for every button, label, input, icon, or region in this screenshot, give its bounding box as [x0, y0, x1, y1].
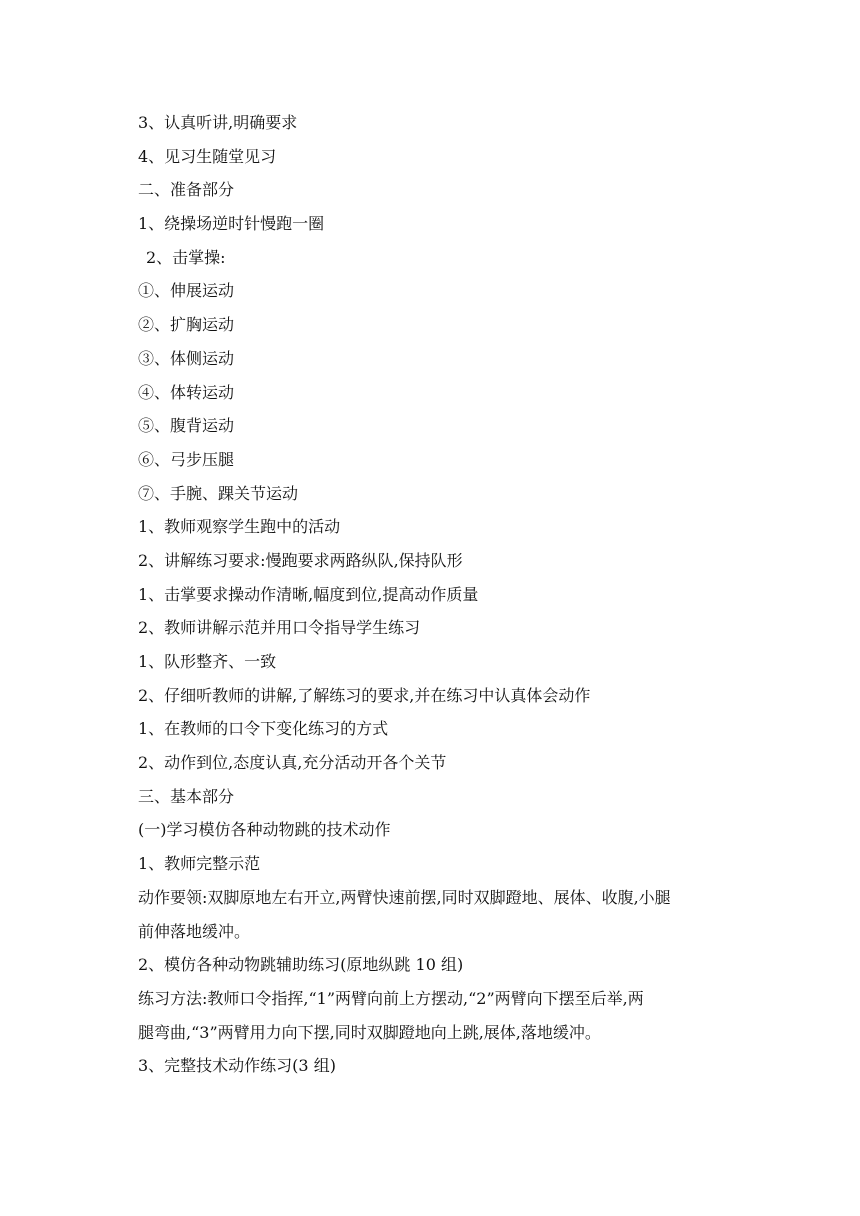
- subsection-heading: (一)学习模仿各种动物跳的技术动作: [138, 820, 391, 840]
- section-heading: 二、准备部分: [138, 180, 235, 200]
- text-line: 腿弯曲,“3”两臂用力向下摆,同时双脚蹬地向上跳,展体,落地缓冲。: [138, 1022, 601, 1042]
- text-line: 1、击掌要求操动作清晰,幅度到位,提高动作质量: [138, 584, 479, 604]
- text-line: 1、绕操场逆时针慢跑一圈: [138, 214, 325, 234]
- text-line: 2、仔细听教师的讲解,了解练习的要求,并在练习中认真体会动作: [138, 685, 591, 705]
- list-item: ⑥、弓步压腿: [138, 449, 235, 469]
- list-item: ④、体转运动: [138, 382, 235, 402]
- text-line: 2、讲解练习要求:慢跑要求两路纵队,保持队形: [138, 550, 463, 570]
- list-item: ①、伸展运动: [138, 281, 235, 301]
- document-body: [138, 106, 738, 1083]
- text-line: 4、见习生随堂见习: [138, 146, 277, 166]
- text-line: 1、队形整齐、一致: [138, 652, 277, 671]
- list-item: ②、扩胸运动: [138, 315, 235, 335]
- text-line: 1、教师完整示范: [138, 854, 261, 874]
- text-line: 前伸落地缓冲。: [138, 921, 251, 941]
- text-line: 1、教师观察学生跑中的活动: [138, 517, 341, 537]
- section-heading: 三、基本部分: [138, 786, 235, 806]
- list-item: ③、体侧运动: [138, 348, 235, 368]
- text-line: 3、完整技术动作练习(3 组): [138, 1056, 336, 1076]
- text-line: 动作要领:双脚原地左右开立,两臂快速前摆,同时双脚蹬地、展体、收腹,小腿: [138, 887, 671, 907]
- text-line: 练习方法:教师口令指挥,“1”两臂向前上方摆动,“2”两臂向下摆至后举,两: [138, 988, 644, 1008]
- text-line: 2、模仿各种动物跳辅助练习(原地纵跳 10 组): [138, 955, 464, 975]
- text-line: 2、动作到位,态度认真,充分活动开各个关节: [138, 753, 447, 773]
- text-line: 2、击掌操:: [146, 247, 226, 267]
- text-line: 1、在教师的口令下变化练习的方式: [138, 719, 389, 739]
- list-item: ⑤、腹背运动: [138, 416, 235, 436]
- text-line: 3、认真听讲,明确要求: [138, 113, 298, 132]
- list-item: ⑦、手腕、踝关节运动: [138, 483, 299, 503]
- text-line: 2、教师讲解示范并用口令指导学生练习: [138, 618, 421, 638]
